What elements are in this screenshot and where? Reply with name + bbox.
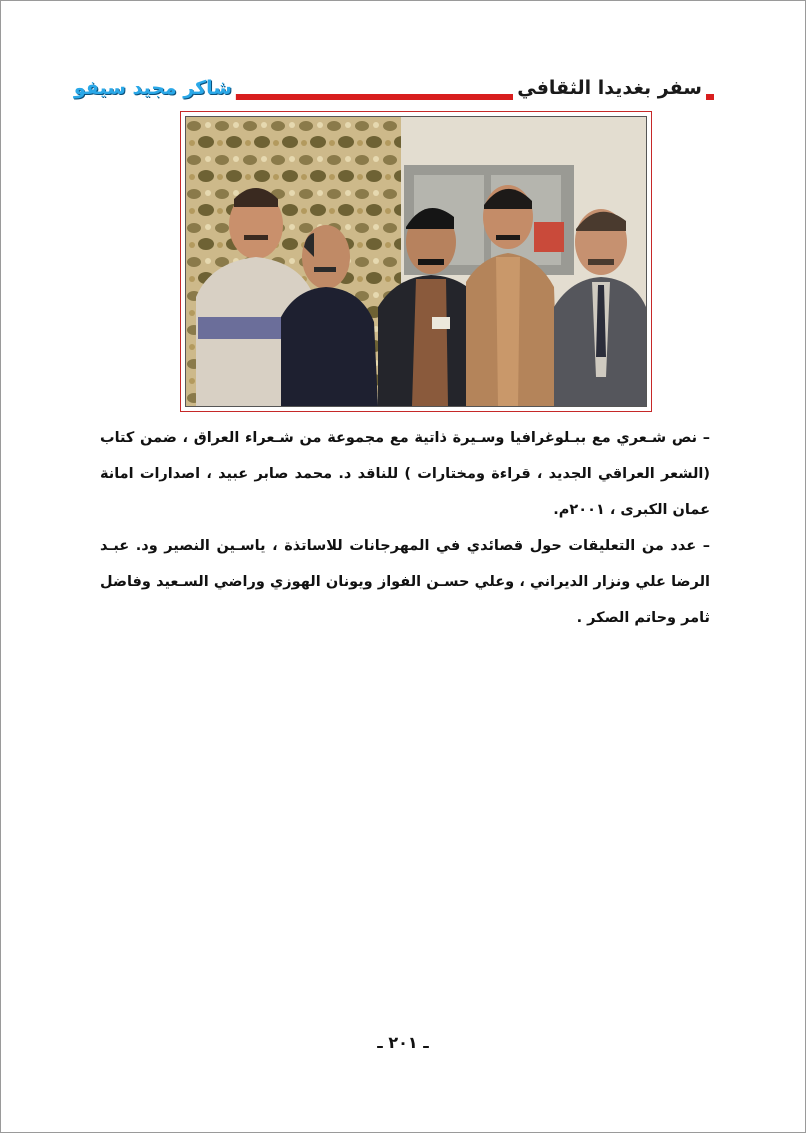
paragraph-commentaries: – عدد من التعليقات حول قصائدي في المهرجانات للاساتذة ، ياسـين النصير ود. عبـد الرضا علي ونزار الديراني ، وعلي حسـن الفواز ويونان الهوزي وراضي السـعيد وفاضل ثامر وحاتم الصكر . xyxy=(100,538,710,626)
author-name: شاكر مجيد سيفو xyxy=(70,76,236,100)
body-text xyxy=(100,420,710,636)
group-photograph xyxy=(185,116,647,407)
photograph-icon xyxy=(186,117,646,406)
paragraph-anthology: – نص شـعري مع ببـلوغرافيا وسـيرة ذاتية مع مجموعة من شـعراء العراق ، ضمن كتاب (الشعر العراقي الجديد ، قراءة ومختارات ) للناقد د. محمد صابر عبيد ، اصدارات امانة عمان الكبرى ، ٢٠٠١م. xyxy=(100,430,710,518)
page-number: ـ ٢٠١ ـ xyxy=(377,1033,429,1052)
book-title: سفر بغديدا الثقافي xyxy=(513,76,706,100)
